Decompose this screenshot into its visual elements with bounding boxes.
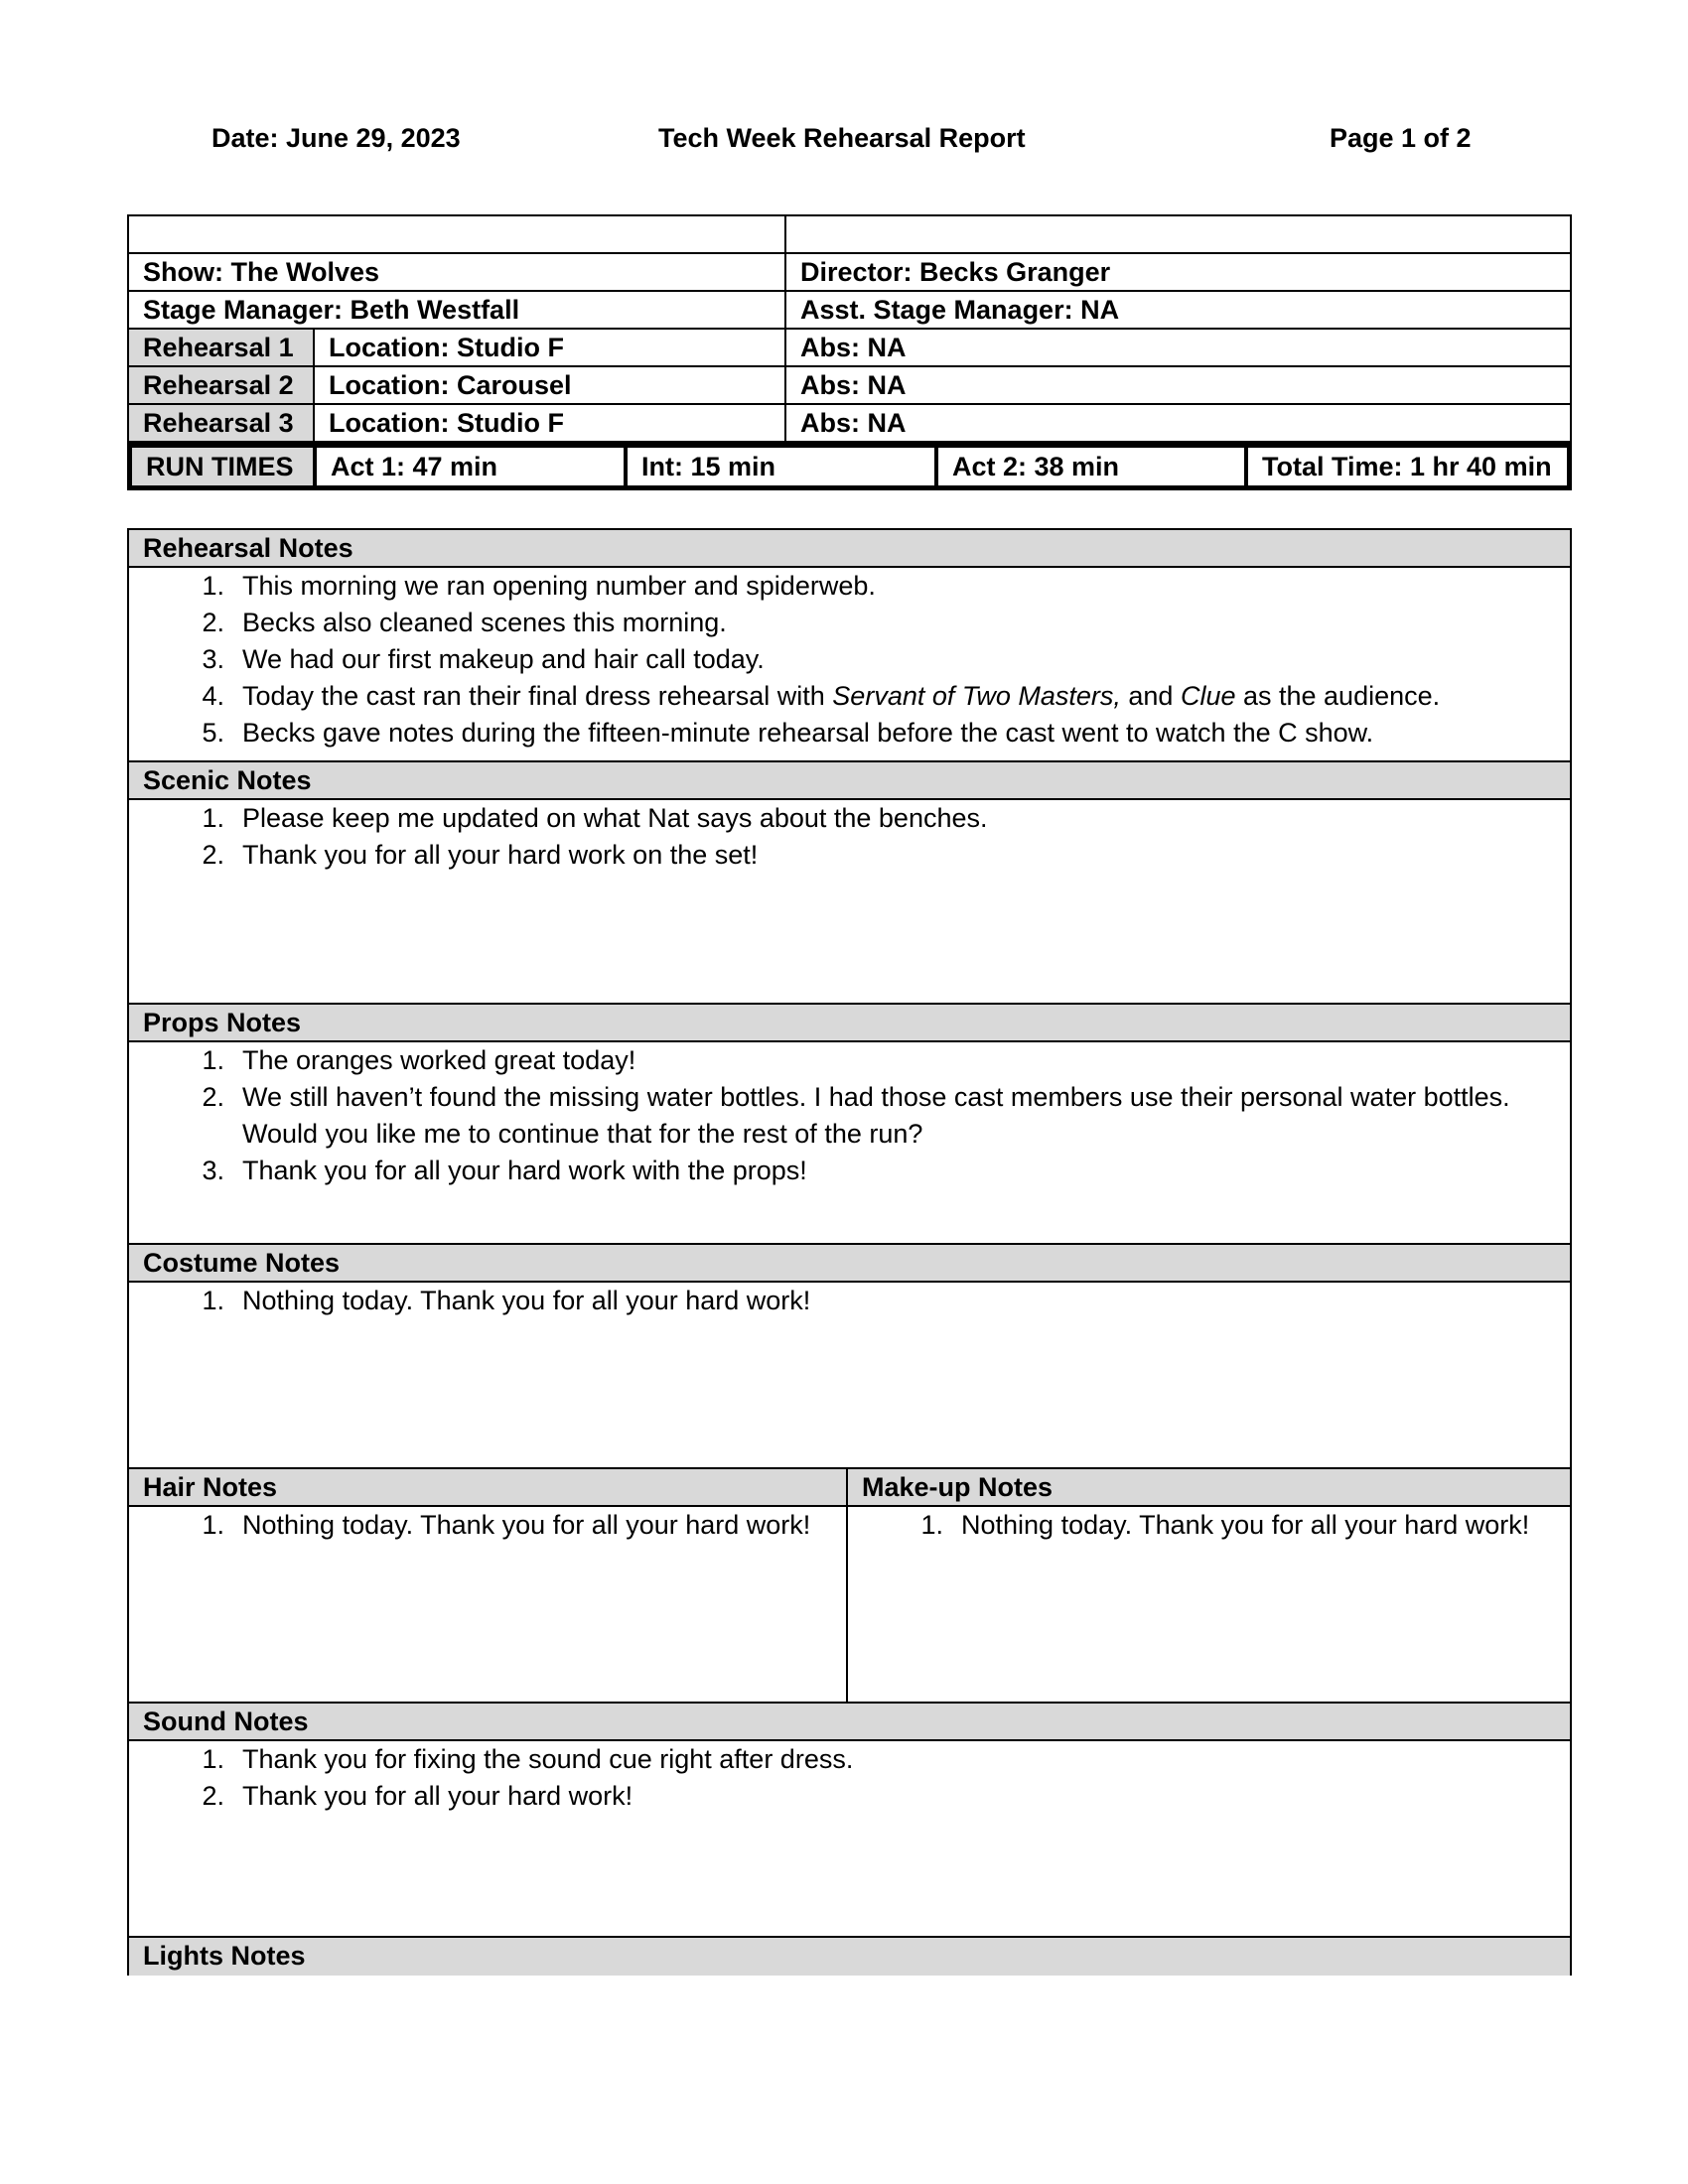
list-item: 2. Becks also cleaned scenes this morning. — [202, 608, 727, 637]
list-item: 2. We still haven’t found the missing water bottles. I had those cast members use their personal water bottles. Would you like me to continue that for the rest of the run? — [202, 1082, 1510, 1149]
show-info-table — [127, 214, 1572, 490]
list-item: 1. Nothing today. Thank you for all your hard work! — [202, 1286, 811, 1315]
hair-makeup-notes-section — [127, 1467, 1572, 1704]
hair-notes-heading: Hair Notes — [129, 1469, 846, 1507]
list-item: 1. Please keep me updated on what Nat says about the benches. — [202, 803, 988, 833]
rehearsal-1-absences: Abs: NA — [800, 333, 907, 362]
run-times-row — [127, 443, 1572, 490]
page-number: Page 1 of 2 — [1330, 123, 1472, 153]
rehearsal-3-location: Location: Studio F — [329, 408, 564, 438]
makeup-notes-section — [848, 1469, 1570, 1702]
info-blank-row — [127, 214, 1572, 254]
props-notes-heading: Props Notes — [129, 1005, 1570, 1042]
rehearsal-3-label: Rehearsal 3 — [129, 405, 313, 441]
costume-notes-section — [127, 1243, 1572, 1469]
list-item: 4. Today the cast ran their final dress rehearsal with Servant of Two Masters, and Clue as the audience. — [202, 681, 1441, 711]
list-item: 3. We had our first makeup and hair call today. — [202, 644, 765, 674]
rehearsal-2-label: Rehearsal 2 — [129, 367, 313, 403]
list-item: 1. Nothing today. Thank you for all your hard work! — [202, 1510, 811, 1540]
info-row-rehearsal-3 — [127, 403, 1572, 443]
sound-notes-heading: Sound Notes — [129, 1704, 1570, 1741]
run-times-label: RUN TIMES — [132, 448, 313, 485]
costume-notes-heading: Costume Notes — [129, 1245, 1570, 1283]
list-item: 3. Thank you for all your hard work with the props! — [202, 1156, 807, 1185]
lights-notes-section — [127, 1936, 1572, 1976]
asst-stage-manager-name: Asst. Stage Manager: NA — [800, 295, 1120, 325]
makeup-notes-heading: Make-up Notes — [848, 1469, 1570, 1507]
scenic-notes-section — [127, 760, 1572, 1005]
report-title: Tech Week Rehearsal Report — [658, 123, 1026, 153]
show-name: Show: The Wolves — [143, 257, 380, 287]
total-time: Total Time: 1 hr 40 min — [1262, 452, 1552, 481]
rehearsal-2-absences: Abs: NA — [800, 370, 907, 400]
act-2-time: Act 2: 38 min — [952, 452, 1120, 481]
lights-notes-heading: Lights Notes — [129, 1938, 1570, 1976]
list-item: 2. Thank you for all your hard work on the set! — [202, 840, 759, 870]
info-row-rehearsal-2 — [127, 365, 1572, 405]
info-row-rehearsal-1 — [127, 328, 1572, 367]
list-item: 1. Thank you for fixing the sound cue right after dress. — [202, 1744, 854, 1774]
list-item: 1. Nothing today. Thank you for all your hard work! — [920, 1510, 1530, 1540]
act-1-time: Act 1: 47 min — [331, 452, 498, 481]
sound-notes-section — [127, 1702, 1572, 1938]
list-item: 1. The oranges worked great today! — [202, 1045, 636, 1075]
rehearsal-1-label: Rehearsal 1 — [129, 330, 313, 365]
scenic-notes-heading: Scenic Notes — [129, 762, 1570, 800]
hair-notes-section — [129, 1469, 848, 1702]
director-name: Director: Becks Granger — [800, 257, 1111, 287]
intermission-time: Int: 15 min — [641, 452, 776, 481]
rehearsal-notes-heading: Rehearsal Notes — [129, 530, 1570, 568]
stage-manager-name: Stage Manager: Beth Westfall — [143, 295, 520, 325]
rehearsal-notes-section — [127, 528, 1572, 762]
info-row-stage-manager — [127, 290, 1572, 330]
list-item: 2. Thank you for all your hard work! — [202, 1781, 633, 1811]
props-notes-section — [127, 1003, 1572, 1245]
report-date: Date: June 29, 2023 — [211, 123, 461, 153]
rehearsal-3-absences: Abs: NA — [800, 408, 907, 438]
list-item: 5. Becks gave notes during the fifteen-minute rehearsal before the cast went to watch the C show. — [202, 718, 1374, 748]
list-item: 1. This morning we ran opening number and spiderweb. — [202, 571, 876, 601]
rehearsal-2-location: Location: Carousel — [329, 370, 572, 400]
info-row-show — [127, 252, 1572, 292]
rehearsal-1-location: Location: Studio F — [329, 333, 564, 362]
